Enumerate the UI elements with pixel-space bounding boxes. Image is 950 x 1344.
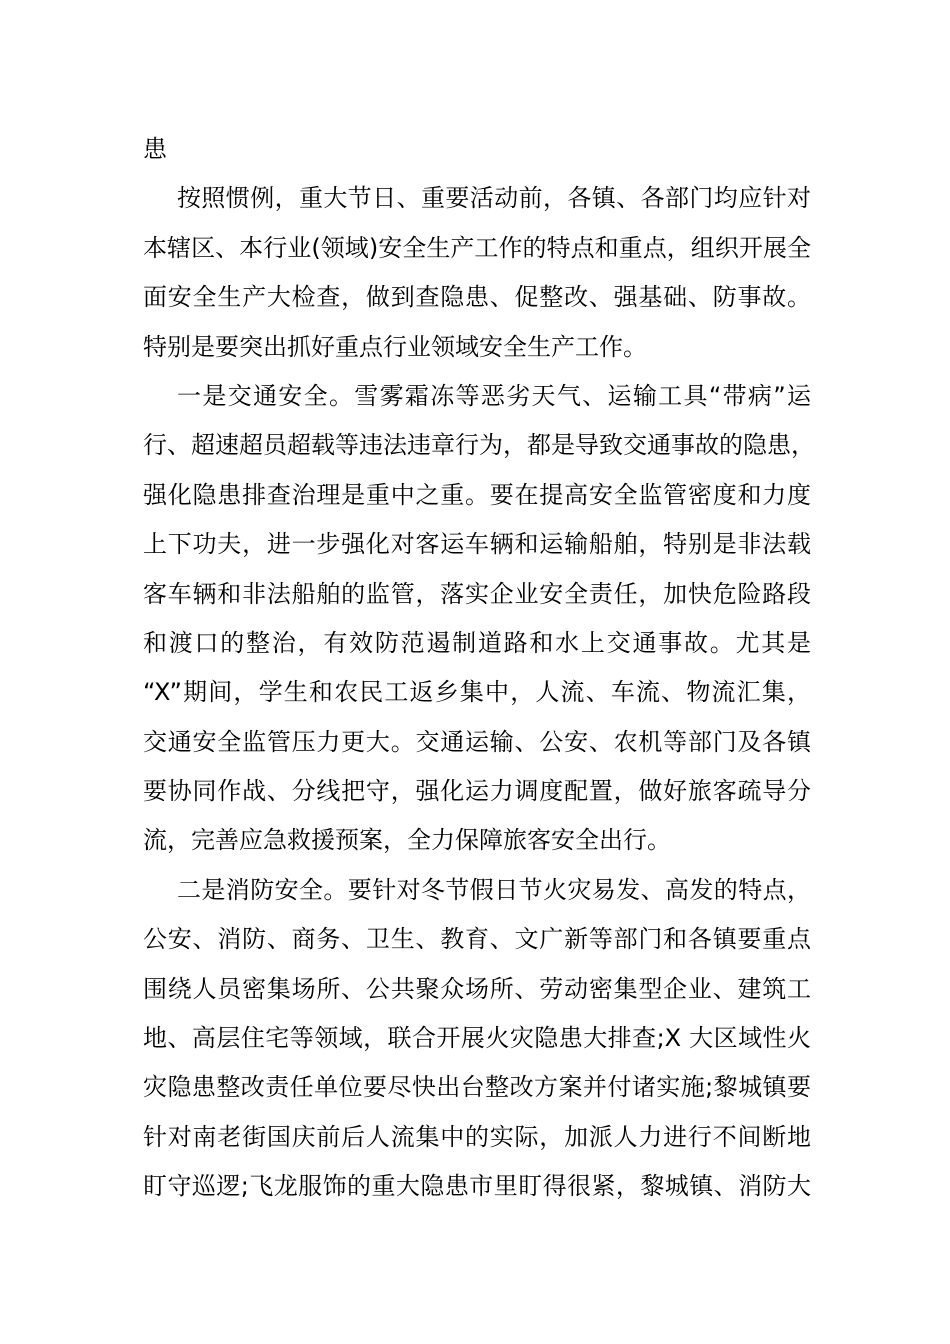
text-line: 公安、消防、商务、卫生、教育、文广新等部门和各镇要重点 (143, 925, 811, 954)
text-line: 围绕人员密集场所、公共聚众场所、劳动密集型企业、建筑工 (143, 974, 811, 1003)
text-line: 盯守巡逻;飞龙服饰的重大隐患市里盯得很紧，黎城镇、消防大 (143, 1172, 811, 1201)
text-line: “X”期间，学生和农民工返乡集中，人流、车流、物流汇集， (143, 678, 811, 707)
paragraph (143, 125, 811, 174)
text-line: 行、超速超员超载等违法违章行为，都是导致交通事故的隐患， (143, 431, 815, 460)
paragraph (143, 866, 811, 1212)
text-line: 地、高层住宅等领域，联合开展火灾隐患大排查;X 大区域性火 (143, 1024, 811, 1053)
text-line: 客车辆和非法船舶的监管，落实企业安全责任，加快危险路段 (143, 579, 811, 608)
text-line: 二是消防安全。要针对冬节假日节火灾易发、高发的特点， (177, 875, 811, 904)
text-line: 交通安全监管压力更大。交通运输、公安、农机等部门及各镇 (143, 727, 811, 756)
text-line: 流，完善应急救援预案，全力保障旅客安全出行。 (143, 826, 671, 855)
text-line: 针对南老街国庆前后人流集中的实际，加派人力进行不间断地 (143, 1122, 811, 1151)
paragraph (143, 372, 815, 866)
paragraph (143, 174, 811, 372)
text-line: 要协同作战、分线把守，强化运力调度配置，做好旅客疏导分 (143, 777, 811, 806)
text-line: 本辖区、本行业(领域)安全生产工作的特点和重点，组织开展全 (143, 233, 811, 262)
text-line: 和渡口的整治，有效防范遏制道路和水上交通事故。尤其是 (143, 628, 811, 657)
text-line: 按照惯例，重大节日、重要活动前，各镇、各部门均应针对 (177, 184, 811, 213)
text-line: 强化隐患排查治理是重中之重。要在提高安全监管密度和力度 (143, 480, 811, 509)
text-line: 一是交通安全。雪雾霜冻等恶劣天气、运输工具“带病”运 (177, 381, 811, 410)
text-line: 灾隐患整改责任单位要尽快出台整改方案并付诸实施;黎城镇要 (143, 1073, 811, 1102)
text-line: 面安全生产大检查，做到查隐患、促整改、强基础、防事故。 (143, 283, 811, 312)
text-line: 特别是要突出抓好重点行业领域安全生产工作。 (143, 332, 647, 361)
text-line: 患 (143, 135, 167, 163)
document-body (143, 125, 815, 1212)
text-line: 上下功夫，进一步强化对客运车辆和运输船舶，特别是非法载 (143, 530, 811, 559)
